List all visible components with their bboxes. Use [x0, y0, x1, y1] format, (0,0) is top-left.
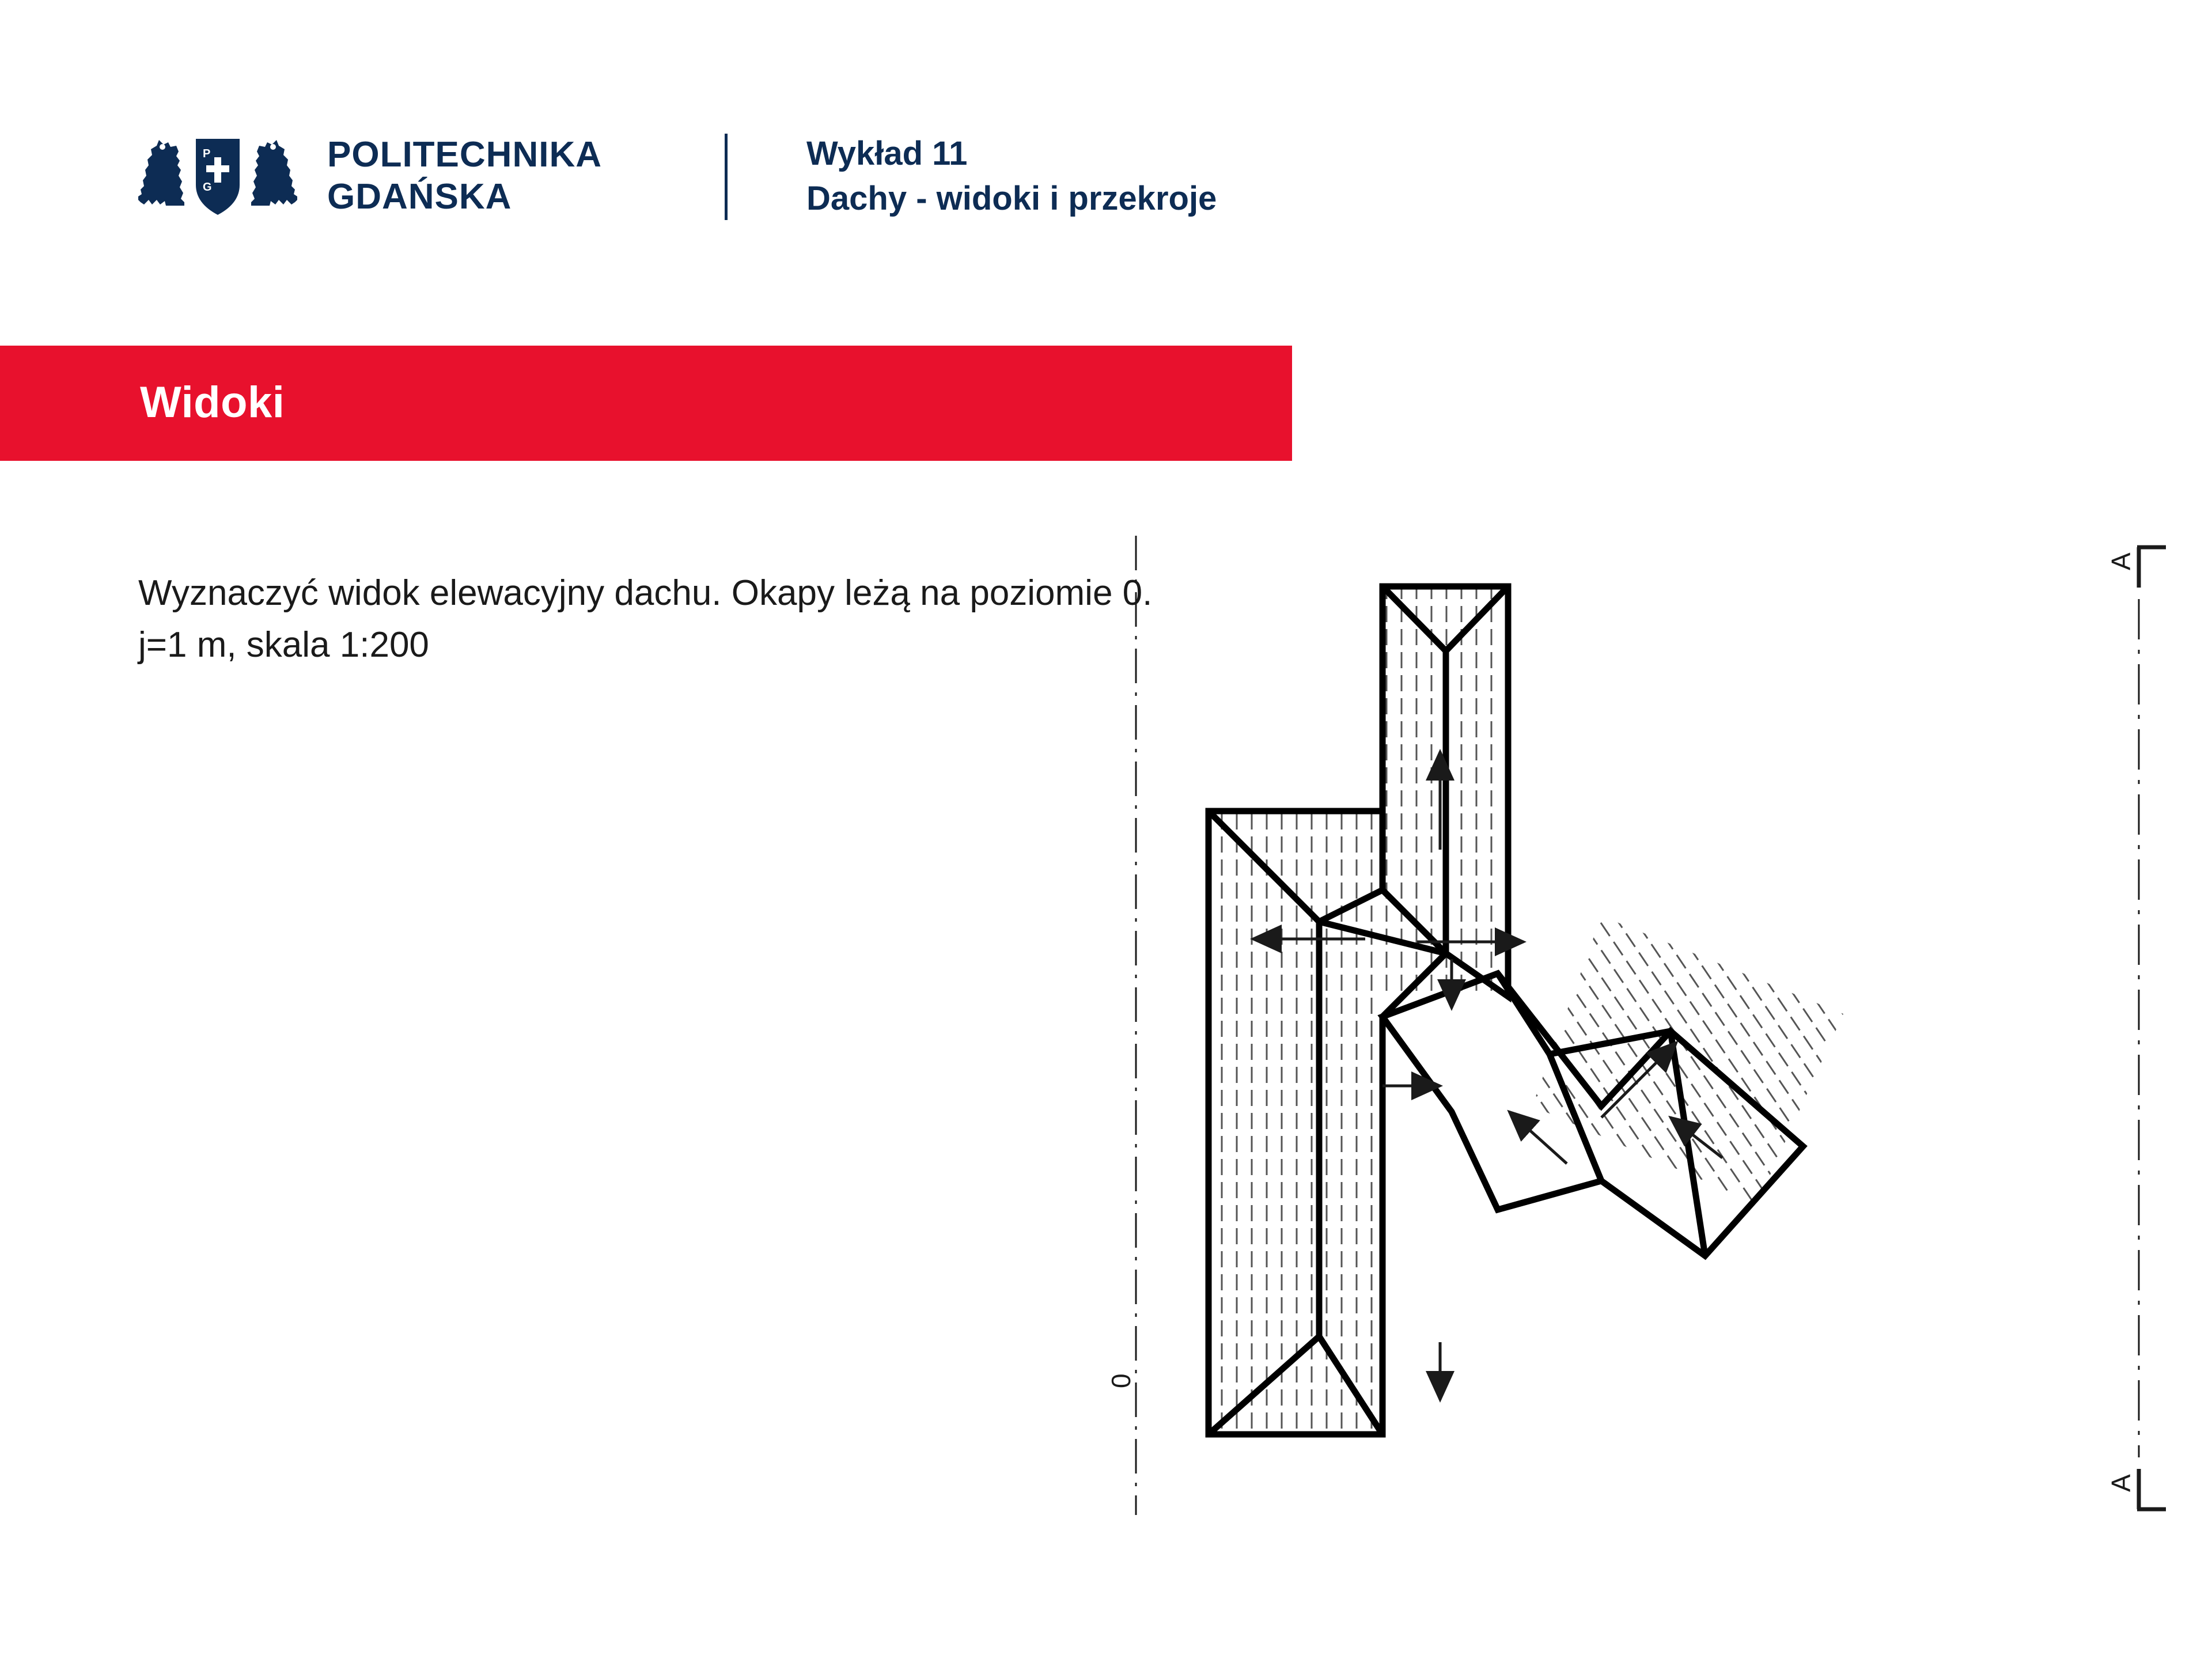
- university-name-line1: POLITECHNIKA: [327, 134, 602, 175]
- crest-letter-g: G: [203, 181, 212, 194]
- section-label-a-bottom: A: [2106, 1474, 2136, 1492]
- task-description: [138, 567, 1152, 671]
- task-line-2: j=1 m, skala 1:200: [138, 624, 429, 665]
- section-label-a-top: A: [2106, 552, 2136, 570]
- arrow-sw-incline-wing: [1509, 1112, 1567, 1164]
- university-name-line2: GDAŃSKA: [327, 177, 512, 217]
- pg-crest-icon: [131, 130, 304, 222]
- section-banner: [0, 346, 1292, 461]
- section-line-aa: [2106, 547, 2166, 1509]
- lecture-number: Wykład 11: [806, 135, 968, 172]
- lecture-title-block: [806, 131, 1217, 222]
- header-divider: [725, 134, 728, 220]
- task-line-1: Wyznaczyć widok elewacyjny dachu. Okapy leżą na poziomie 0.: [138, 573, 1153, 613]
- roof-plan-drawing: [1094, 536, 2177, 1590]
- university-logo-block: [131, 130, 602, 222]
- ground-reference-axis: [1106, 536, 1136, 1515]
- crest-letter-p: P: [203, 147, 211, 160]
- axis-label-zero: 0: [1106, 1373, 1136, 1388]
- page-header: [0, 0, 2212, 323]
- section-title: Widoki: [140, 378, 285, 427]
- lecture-title: Dachy - widoki i przekroje: [806, 180, 1217, 218]
- university-name: [327, 134, 602, 218]
